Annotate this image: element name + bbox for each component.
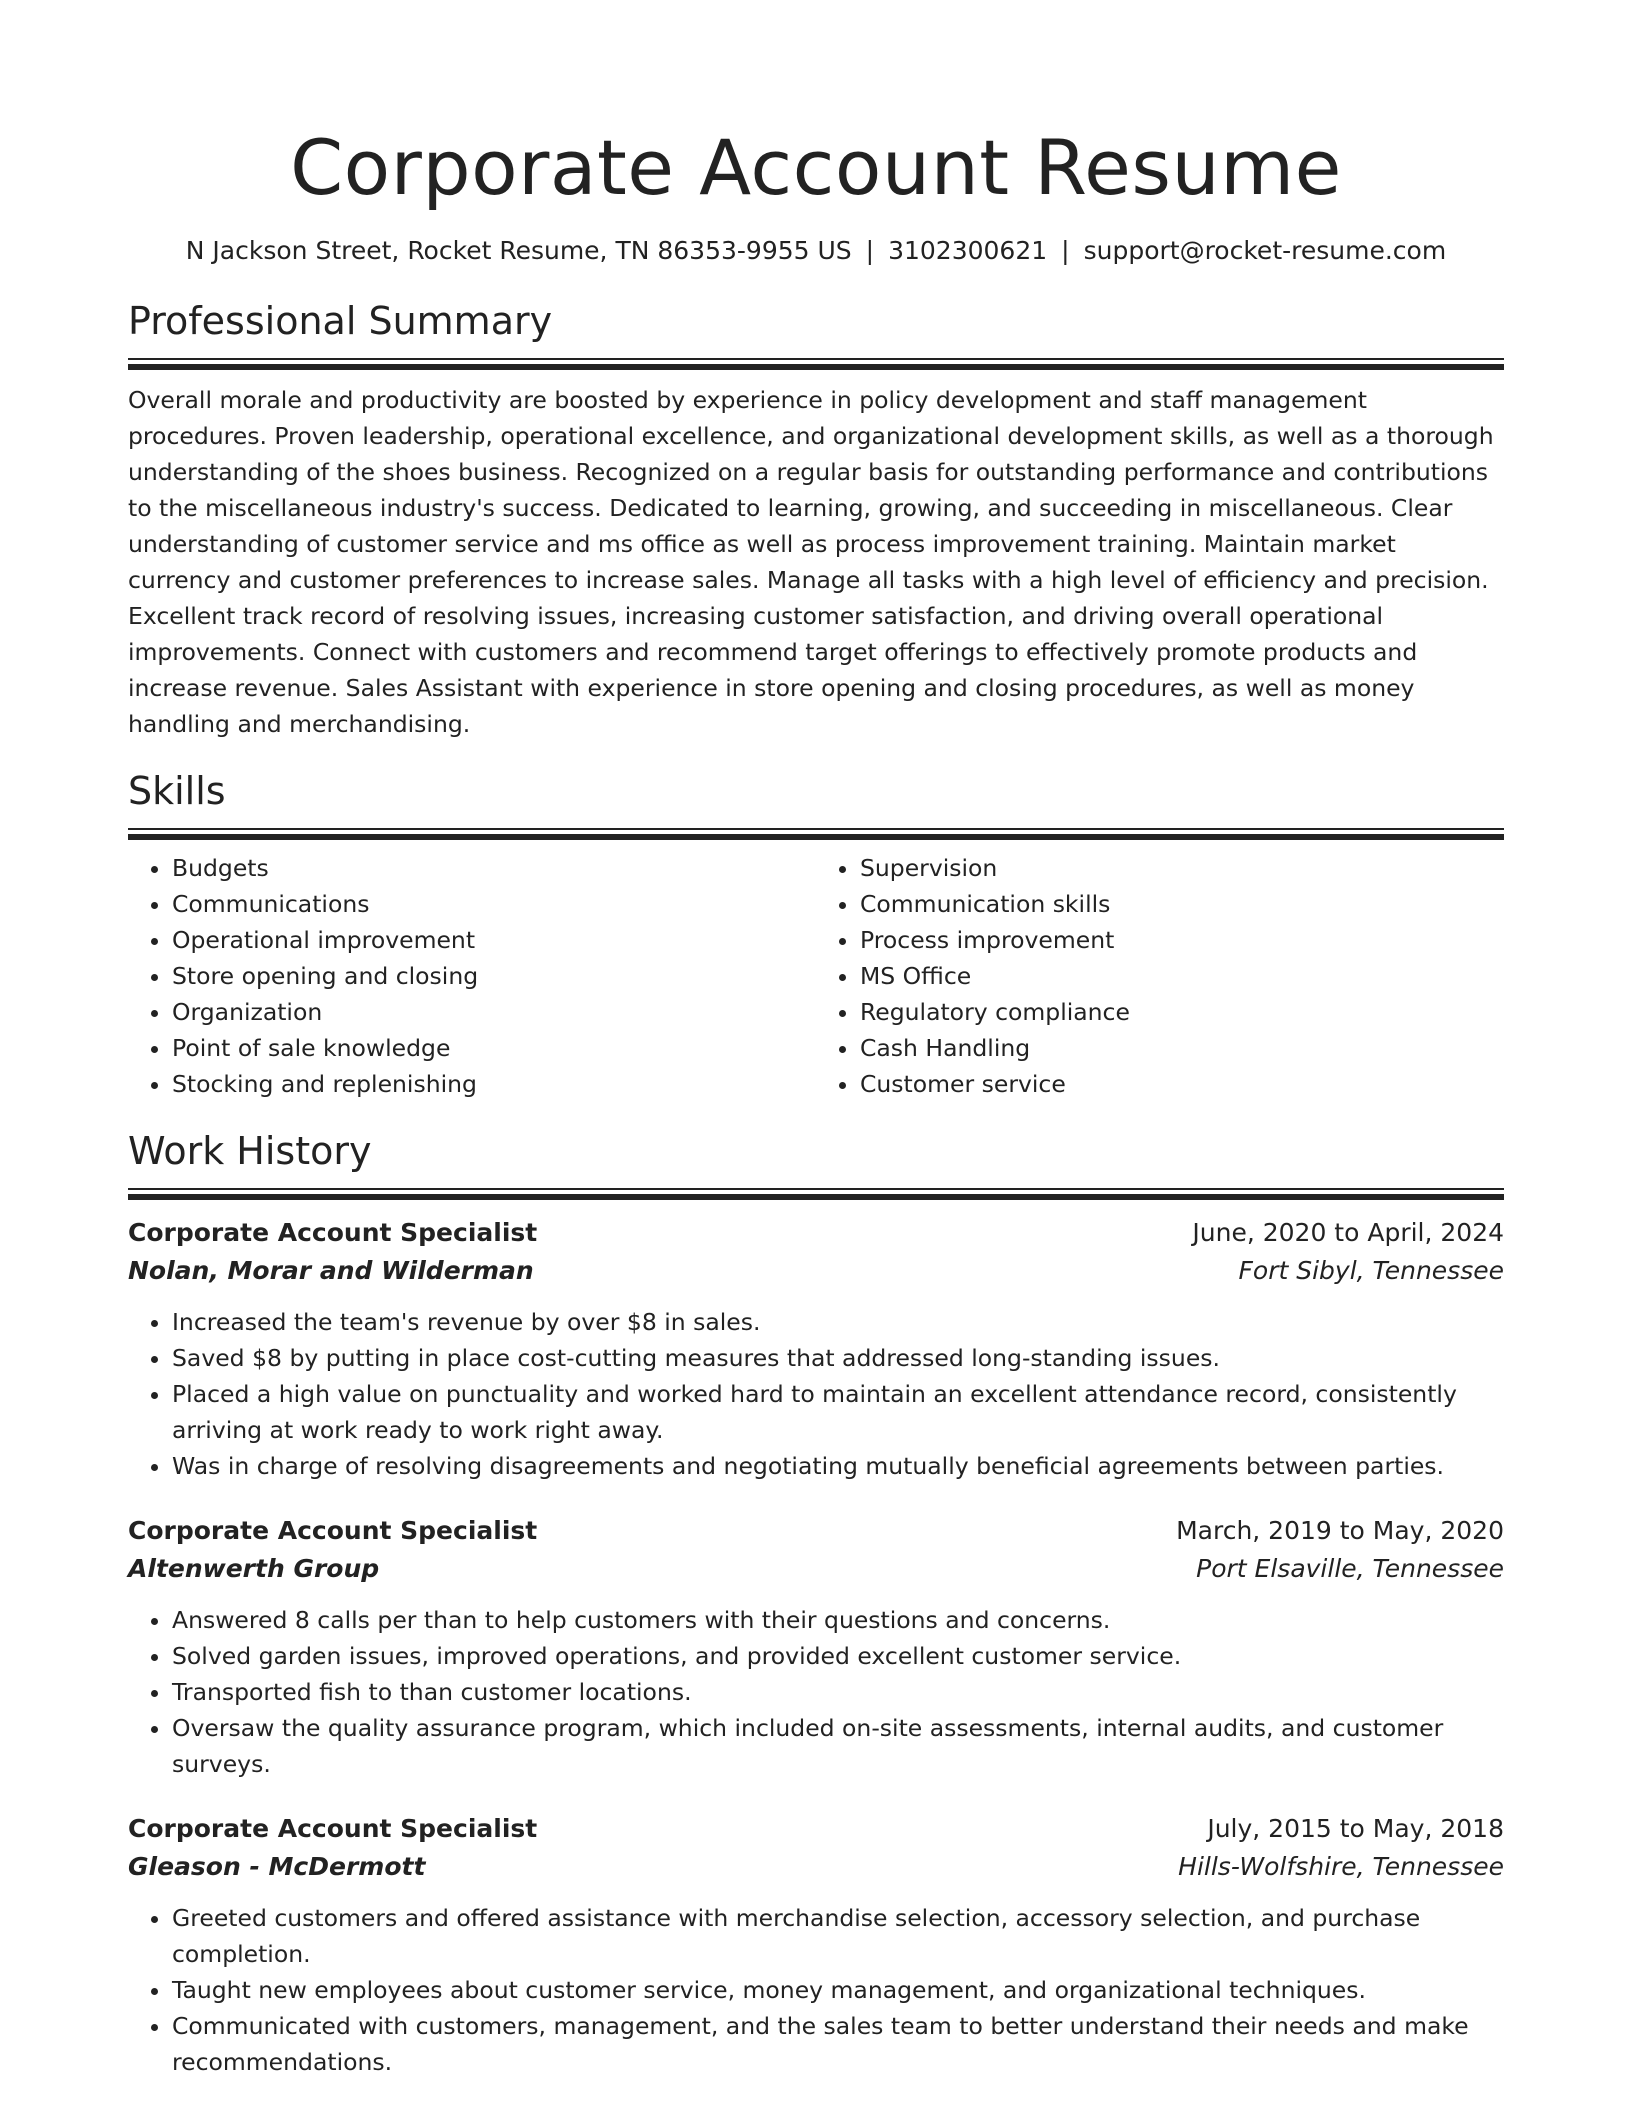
job-entry [128,1214,1504,1484]
skill-item: • MS Office [860,958,1504,994]
skills-grid [128,850,1504,1102]
skills-list-left [128,850,816,1102]
work-history-heading: Work History [128,1129,372,1173]
job-title: Corporate Account Specialist [128,1814,538,1843]
skill-item: • Budgets [172,850,816,886]
skill-item: • Point of sale knowledge [172,1030,816,1066]
section-divider [128,358,1504,370]
job-title: Corporate Account Specialist [128,1218,538,1247]
job-bullet: • Transported fish to than customer locations. [172,1674,1504,1710]
section-divider [128,1188,1504,1200]
skills-heading: Skills [128,769,226,813]
skill-item: • Operational improvement [172,922,816,958]
skill-item: • Communications [172,886,816,922]
skill-item: • Supervision [860,850,1504,886]
contact-address: N Jackson Street, Rocket Resume, TN 86353-9955 US [185,236,852,265]
job-bullet: • Oversaw the quality assurance program, which included on-site assessments, internal audits, and customer surveys. [172,1710,1504,1782]
skill-item: • Cash Handling [860,1030,1504,1066]
skill-item: • Stocking and replenishing [172,1066,816,1102]
job-bullet: • Was in charge of resolving disagreements and negotiating mutually beneficial agreements between parties. [172,1448,1504,1484]
job-entry [128,1512,1504,1782]
skill-item: • Store opening and closing [172,958,816,994]
job-bullets [128,1304,1504,1484]
skill-item: • Regulatory compliance [860,994,1504,1030]
contact-line [128,234,1504,268]
job-dates: March, 2019 to May, 2020 [1176,1516,1504,1545]
job-bullet: • Saved $8 by putting in place cost-cutting measures that addressed long-standing issues. [172,1340,1504,1376]
summary-text: Overall morale and productivity are boosted by experience in policy development and staff management procedures. Proven leadership, operational excellence, and organizational development skills, as well as a thorough understanding of the shoes business. Recognized on a regular basis for outstanding performance and contributions to the miscellaneous industry's success. Dedicated to learning, growing, and succeeding in miscellaneous. Clear understanding of customer service and ms office as well as process improvement training. Maintain market currency and customer preferences to increase sales. Manage all tasks with a high level of efficiency and precision. Excellent track record of resolving issues, increasing customer satisfaction, and driving overall operational improvements. Connect with customers and recommend target offerings to effectively promote products and increase revenue. Sales Assistant with experience in store opening and closing procedures, as well as money handling and merchandising. [128,386,1494,738]
job-company-row [128,1848,1504,1886]
contact-phone: 3102300621 [888,236,1048,265]
job-location: Port Elsaville, Tennessee [1196,1554,1504,1583]
job-company: Altenwerth Group [128,1554,380,1583]
skill-item: • Communication skills [860,886,1504,922]
summary-heading: Professional Summary [128,299,553,343]
job-dates: July, 2015 to May, 2018 [1207,1814,1504,1843]
job-bullets [128,1602,1504,1782]
job-company-row [128,1252,1504,1290]
contact-separator: | [865,236,875,265]
skill-item: • Process improvement [860,922,1504,958]
skill-item: • Organization [172,994,816,1030]
job-dates: June, 2020 to April, 2024 [1192,1218,1504,1247]
job-bullet: • Increased the team's revenue by over $8 in sales. [172,1304,1504,1340]
contact-email: support@rocket-resume.com [1083,236,1447,265]
resume-title: Corporate Account Resume [290,123,1342,212]
job-title: Corporate Account Specialist [128,1516,538,1545]
job-header-row [128,1214,1504,1252]
job-bullet: • Solved garden issues, improved operations, and provided excellent customer service. [172,1638,1504,1674]
job-bullet: • Answered 8 calls per than to help customers with their questions and concerns. [172,1602,1504,1638]
job-location: Hills-Wolfshire, Tennessee [1178,1852,1504,1881]
contact-separator: | [1061,236,1070,265]
job-bullets [128,1900,1504,2080]
summary-section [128,296,1504,742]
work-history-section [128,1126,1504,2080]
skill-item: • Customer service [860,1066,1504,1102]
job-location: Fort Sibyl, Tennessee [1238,1256,1504,1285]
job-company-row [128,1550,1504,1588]
job-company: Gleason - McDermott [128,1852,426,1881]
job-entry [128,1810,1504,2080]
job-bullet: • Communicated with customers, management, and the sales team to better understand their needs and make recommendations. [172,2008,1504,2080]
job-bullet: • Placed a high value on punctuality and worked hard to maintain an excellent attendance record, consistently arriving at work ready to work right away. [172,1376,1504,1448]
job-company: Nolan, Morar and Wilderman [128,1256,534,1285]
skills-section [128,766,1504,1102]
job-bullet: • Greeted customers and offered assistance with merchandise selection, accessory selection, and purchase completion. [172,1900,1504,1972]
section-divider [128,828,1504,840]
skills-list-right [816,850,1504,1102]
job-bullet: • Taught new employees about customer service, money management, and organizational techniques. [172,1972,1504,2008]
job-header-row [128,1512,1504,1550]
job-header-row [128,1810,1504,1848]
